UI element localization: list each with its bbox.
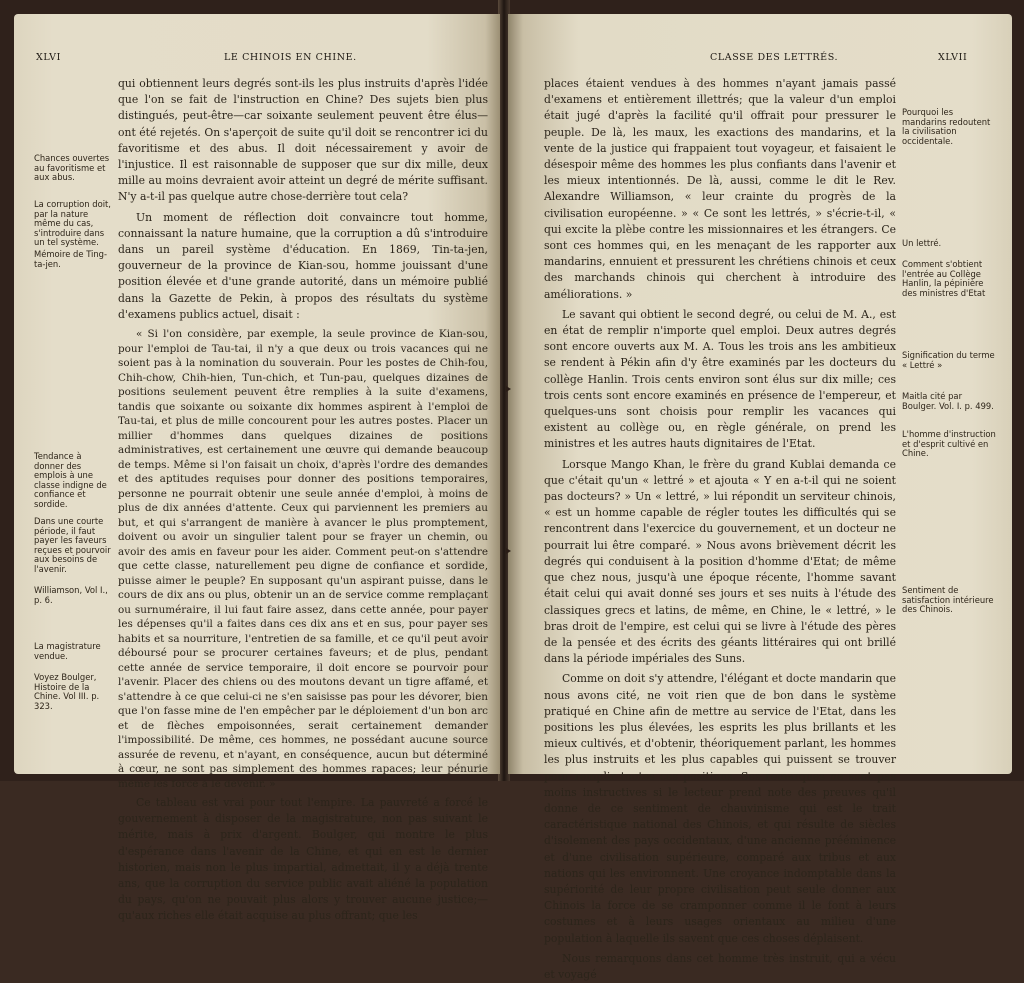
- margin-note-un-lettre: Un lettré.: [902, 238, 942, 248]
- margin-note-maitla: Maitla cité par Boulger. Vol. I. p. 499.: [902, 391, 994, 411]
- margin-note-hanlin: Comment s'obtient l'entrée au Collège Hanlin, la pépinière des ministres d'Etat: [902, 259, 986, 298]
- margin-note-homme-instruction: L'homme d'instruction et d'esprit cultivé en Chine.: [902, 429, 996, 459]
- margin-note-sentiment: Sentiment de satisfaction intérieure des Chinois.: [902, 585, 994, 615]
- left-paragraph-2: Un moment de réflection doit convaincre tout homme, connaissant la nature humaine, que la corruption a dû s'introduire dans un pareil système d'éducation. En 1869, Tin-ta-jen, gouverneur de la province de Kian-sou, homme jouissant d'une position élevée et d'une grande autorité, dans un mémoire publié dans la Gazette de Pekin, à propos des résultats du système d'examens publics actuel, disait :: [118, 210, 488, 321]
- margin-note-williamson: Williamson, Vol I., p. 6.: [34, 585, 108, 605]
- margin-note-tendance: Tendance à donner des emplois à une classe indigne de confiance et sordide.: [34, 451, 107, 509]
- margin-note-courte-periode: Dans une courte période, il faut payer les faveurs reçues et pourvoir aux besoins de l'avenir.: [34, 516, 111, 574]
- left-page: [14, 14, 500, 923]
- right-page-number: XLVII: [938, 52, 968, 63]
- left-page-number: XLVI: [36, 52, 61, 63]
- margin-note-mandarins: Pourquoi les mandarins redoutent la civilisation occidentale.: [902, 107, 991, 146]
- left-running-head: LE CHINOIS EN CHINE.: [224, 52, 357, 63]
- right-page: [508, 14, 1012, 981]
- left-paragraph-4: Ce tableau est vrai pour tout l'empire. La pauvreté a forcé le gouvernement à disposer de la magistrature, non pas suivant le mérite, mais à prix d'argent. Boulger, qui montre le plus d'espérance dans l'avenir de la Chine, et qui en est le dernier historien, mais non le plus impartial, admettait, il y a déjà trente ans, que la corruption du service public avait aliéné la population du pays, qu'on ne pouvait plus alors y trouver aucune justice;—qu'aux riches elle était acquise au plus offrant; que les: [118, 796, 488, 923]
- margin-note-signification: Signification du terme « Lettré »: [902, 350, 995, 370]
- left-quote: « Si l'on considère, par exemple, la seule province de Kian-sou, pour l'emploi de Tau-tai, il n'y a que deux ou trois vacances qui ne soient pas à la nomination du souverain. Pour les postes de Chih-fou, Chih-chow, Chih-hien, Tun-chich, et Tun-pau, quelques dizaines de positions seulement peuvent être remplies à la suite d'examens, tandis que soixante ou soixante dix hommes aspirent à l'emploi de Tau-tai, et plus de mille concourent pour les autres postes. Placer un millier d'hommes dans quelques dizaines de positions administratives, est certainement une œuvre qui demande beaucoup de temps. Même si l'on faisait un choix, d'après l'ordre des demandes et des aptitudes requises pour donner des positions temporaires, personne ne pourrait obtenir une seule année d'emploi, à moins de plus de dix années d'attente. Ceux qui parviennent les premiers au but, et qui s'arrangent de manière à avancer le plus promptement, doivent ou avoir un singulier talent pour se frayer un chemin, ou avoir des amis en faveur pour les aider. Comment peut-on s'attendre que cette classe, naturellement peu digne de confiance et sordide, puisse aimer le peuple? En supposant qu'un aspirant puisse, dans le cours de dix ans ou plus, obtenir un an de service comme remplaçant ou surnuméraire, il lui faut faire assez, dans cette année, pour payer les dépenses qu'il a faites dans ces dix ans et en sus, pour payer ses habits et sa nourriture, l'entretien de sa famille, et ce qu'il peut avoir déboursé pour se procurer certaines faveurs; et de plus, pendant cette année de service temporaire, il doit encore se pourvoir pour l'avenir. Placer des chiens ou des moutons devant un tigre affamé, et s'attendre à ce que celui-ci ne s'en saisisse pas pour les dévorer, bien que l'on fasse mine de l'en empêcher par le déploiement d'un bon arc et de flèches empoisonnées, serait certainement demander l'impossibilité. De même, ces hommes, ne possédant aucune source assurée de revenu, et n'ayant, en conséquence, aucun but déterminé à cœur, ne sont pas simplement des hommes rapaces; leur pénurie même les force à le devenir. »: [118, 328, 488, 790]
- right-paragraph-4: Comme on doit s'y attendre, l'élégant et docte mandarin que nous avons cité, ne voit rien que de bon dans le système pratiqué en Chine afin de mettre au service de l'Etat, dans les positions les plus élevées, les esprits les plus brillants et les mieux cultivés, et d'obtenir, théoriquement parlant, les hommes les plus instruits et les plus capables qui puissent se trouver pour remplir toutes ces positions. Ses remarques ne sont pas moins instructives si le lecteur prend note des preuves qu'il donne de ce sentiment de chauvinisme qui est le trait caractéristique national des Chinois, et qui résulte de siècles d'isolement des pays occidentaux, d'une ancienne prééminence et d'une civilisation supérieure, comparé aux tribus et aux nations qui les environnent. Une croyance indomptable dans la supériorité de leur propre civilisation peut seule donner aux Chinois la force de se cramponner comme il le font à leurs costumes et à leurs usages orientaux au milieu d'une population à laquelle ils savent que ces choses déplaisent.: [544, 672, 896, 945]
- right-paragraph-3: Lorsque Mango Khan, le frère du grand Kublai demanda ce que c'était qu'un « lettré » et ajouta « Y en a-t-il qui ne soient pas docteurs? » Un « lettré, » lui répondit un serviteur chinois, « est un homme capable de régler toutes les difficultés qui se rencontrent dans l'exercice du gouvernement, et un docteur ne pourrait lui être comparé. » Nous avons brièvement décrit les degrés qui conduisent à la position d'homme d'Etat; de même que chez nous, jusqu'à une époque récente, l'homme savant était celui qui avait donné ses jours et ses nuits à l'étude des classiques grecs et latins, de même, en Chine, le « lettré, » le bras droit de l'empire, est celui qui se livre à l'étude des pères de la pensée et des écrits des géants littéraires qui ont brillé dans la période impériales des Suns.: [544, 457, 896, 666]
- left-body: [118, 76, 488, 925]
- right-paragraph-2: Le savant qui obtient le second degré, ou celui de M. A., est en état de remplir n'importe quel emploi. Deux autres degrés sont encore ouverts aux M. A. Tous les trois ans les ambitieux se rendent à Pékin afin d'y être examinés par les docteurs du collège Hanlin. Trois cents environ sont élus sur dix mille; ces trois cents sont encore examinés en présence de l'empereur, et quelques-uns sont choisis pour remplir les vacances qui existent au collège ou, en règle générale, on prend les ministres et les autres hauts dignitaires de l'Etat.: [544, 307, 896, 451]
- margin-note-memoire: Mémoire de Ting-ta-jen.: [34, 249, 108, 269]
- margin-note-corruption: La corruption doit, par la nature même du cas, s'introduire dans un tel système.: [34, 199, 111, 248]
- right-paragraph-1: places étaient vendues à des hommes n'ayant jamais passé d'examens et entièrement illettrés; que la valeur d'un emploi était jugé d'après la facilité qu'il offrait pour pressurer le peuple. De là, les maux, les exactions des mandarins, et la vente de la justice qui frappaient tout voyageur, et faisaient le désespoir même des hommes les plus confiants dans l'avenir et les mieux intentionnés. De là, aussi, comme le dit le Rev. Alexandre Williamson, « leur crainte du progrès de la civilisation européenne. » « Ce sont les lettrés, » s'écrie-t-il, « qui excite la plèbe contre les missionnaires et les étrangers. Ce sont ces hommes qui, en les menaçant de les rapporter aux mandarins, ennuient et pressurent les chrétiens chinois et ceux des marchands chinois qui cherchent à introduire des améliorations. »: [544, 77, 896, 301]
- right-running-head: CLASSE DES LETTRÉS.: [710, 52, 839, 63]
- right-body: [544, 76, 896, 983]
- margin-note-boulger: Voyez Boulger, Histoire de la Chine. Vol III. p. 323.: [34, 672, 100, 711]
- left-paragraph-1: qui obtiennent leurs degrés sont-ils les plus instruits d'après l'idée que l'on se fait de l'instruction en Chine? Des sujets bien plus distingués, peut-être—car soixante seulement peuvent être élus—ont été rejetés. On s'aperçoit de suite qu'il doit se rencontrer ici du favoritisme et des abus. Il doit nécessairement y avoir de l'injustice. Il est raisonnable de supposer que sur dix mille, deux mille au moins devraient avoir atteint un degré de mérite suffisant. N'y a-t-il pas quelque autre chose-derrière tout cela?: [118, 77, 488, 204]
- margin-note-favoritisme: Chances ouvertes au favoritisme et aux abus.: [34, 153, 110, 183]
- right-paragraph-5: Nous remarquons dans cet homme très instruit, qui a vécu et voyagé: [544, 951, 896, 981]
- margin-note-magistrature: La magistrature vendue.: [34, 641, 101, 661]
